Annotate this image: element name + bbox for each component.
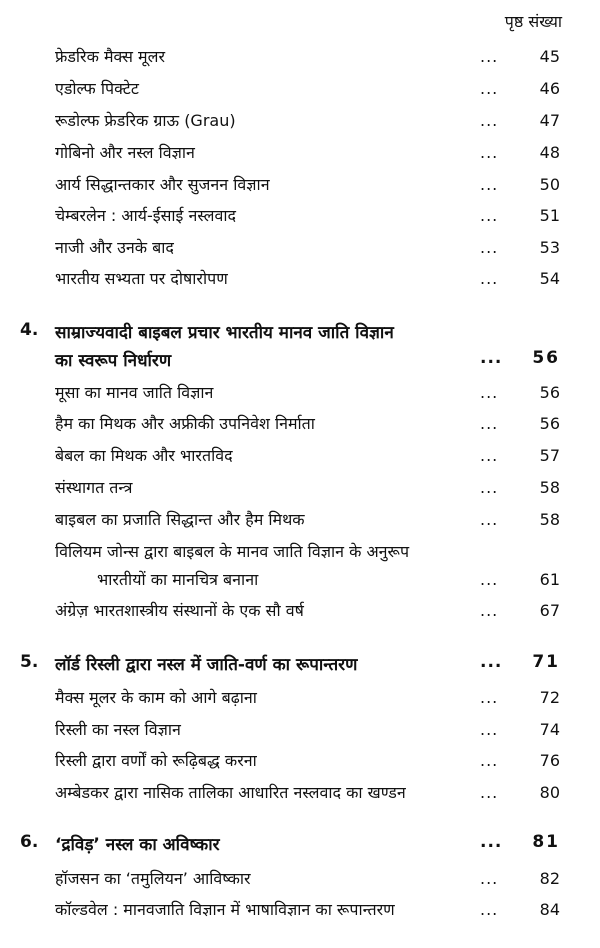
toc-entry-title: हॉजसन का ‘तमुलियन’ आविष्कार (55, 869, 251, 888)
leader-dots: ... (480, 238, 499, 257)
toc-entry[interactable] (0, 106, 600, 136)
leader-dots: ... (480, 652, 503, 672)
toc-entry-page: 61 (539, 570, 560, 589)
toc-entry-title-line1: विलियम जोन्स द्वारा बाइबल के मानव जाति विज्ञान के अनुरूप (55, 542, 410, 561)
chapter-page: 71 (532, 652, 560, 672)
chapter-title-line2: का स्वरूप निर्धारण (55, 351, 172, 371)
leader-dots: ... (480, 414, 499, 433)
chapter-title: लॉर्ड रिस्ली द्वारा नस्ल में जाति-वर्ण का रूपान्तरण (55, 655, 358, 675)
chapter-heading[interactable] (0, 832, 600, 862)
toc-entry[interactable] (0, 864, 600, 894)
toc-entry[interactable] (0, 537, 600, 597)
toc-entry-page: 67 (539, 601, 560, 620)
toc-entry-title: भारतीय सभ्यता पर दोषारोपण (55, 269, 228, 288)
toc-entry-title: रूडोल्फ फ्रेडरिक ग्राऊ (Grau) (55, 111, 236, 130)
leader-dots: ... (480, 111, 499, 130)
toc-entry[interactable] (0, 74, 600, 104)
toc-entry[interactable] (0, 683, 600, 713)
chapter-number: 4. (20, 320, 39, 340)
toc-entry-page: 74 (539, 720, 560, 739)
toc-entry-page: 48 (539, 143, 560, 162)
toc-entry-page: 80 (539, 783, 560, 802)
toc-entry[interactable] (0, 409, 600, 439)
page-number-column-header: पृष्ठ संख्या (504, 12, 562, 31)
leader-dots: ... (480, 900, 499, 919)
toc-entry[interactable] (0, 715, 600, 745)
toc-entry[interactable] (0, 201, 600, 231)
toc-entry-page: 50 (539, 175, 560, 194)
toc-entry-page: 57 (539, 446, 560, 465)
leader-dots: ... (480, 478, 499, 497)
toc-entry-title: चेम्बरलेन : आर्य-ईसाई नस्लवाद (55, 206, 236, 225)
leader-dots: ... (480, 570, 499, 589)
chapter-number: 6. (20, 832, 39, 852)
toc-entry-title: फ्रेडरिक मैक्स मूलर (55, 47, 166, 66)
toc-entry-page: 47 (539, 111, 560, 130)
leader-dots: ... (480, 832, 503, 852)
toc-entry[interactable] (0, 170, 600, 200)
leader-dots: ... (480, 751, 499, 770)
toc-entry-title: मूसा का मानव जाति विज्ञान (55, 383, 214, 402)
toc-entry-title: गोबिनो और नस्ल विज्ञान (55, 143, 195, 162)
toc-entry-title: बाइबल का प्रजाति सिद्धान्त और हैम मिथक (55, 510, 305, 529)
chapter-title: ‘द्रविड़’ नस्ल का अविष्कार (55, 835, 220, 855)
toc-entry-page: 51 (539, 206, 560, 225)
toc-entry-title: नाजी और उनके बाद (55, 238, 174, 257)
chapter-page: 56 (532, 348, 560, 368)
toc-entry[interactable] (0, 596, 600, 626)
leader-dots: ... (480, 47, 499, 66)
leader-dots: ... (480, 446, 499, 465)
toc-entry-title: संस्थागत तन्त्र (55, 478, 133, 497)
leader-dots: ... (480, 269, 499, 288)
leader-dots: ... (480, 143, 499, 162)
toc-entry-page: 53 (539, 238, 560, 257)
toc-entry-page: 45 (539, 47, 560, 66)
toc-entry-page: 76 (539, 751, 560, 770)
chapter-number: 5. (20, 652, 39, 672)
leader-dots: ... (480, 348, 503, 368)
toc-entry-page: 58 (539, 478, 560, 497)
toc-entry-page: 46 (539, 79, 560, 98)
toc-entry[interactable] (0, 441, 600, 471)
toc-entry-title: कॉल्डवेल : मानवजाति विज्ञान में भाषाविज्ञान का रूपान्तरण (55, 900, 395, 919)
toc-entry[interactable] (0, 473, 600, 503)
leader-dots: ... (480, 783, 499, 802)
toc-entry-title: रिस्ली द्वारा वर्णों को रूढ़िबद्ध करना (55, 751, 257, 770)
leader-dots: ... (480, 869, 499, 888)
leader-dots: ... (480, 383, 499, 402)
toc-entry[interactable] (0, 778, 600, 808)
toc-entry-title: बेबल का मिथक और भारतविद (55, 446, 233, 465)
chapter-page: 81 (532, 832, 560, 852)
toc-entry-page: 56 (539, 383, 560, 402)
toc-entry-title: मैक्स मूलर के काम को आगे बढ़ाना (55, 688, 257, 707)
toc-entry[interactable] (0, 264, 600, 294)
toc-entry[interactable] (0, 505, 600, 535)
leader-dots: ... (480, 510, 499, 529)
leader-dots: ... (480, 79, 499, 98)
toc-entry[interactable] (0, 378, 600, 408)
leader-dots: ... (480, 720, 499, 739)
toc-entry-page: 58 (539, 510, 560, 529)
toc-entry[interactable] (0, 746, 600, 776)
toc-entry-title: एडोल्फ पिक्टेट (55, 79, 139, 98)
toc-entry-title-line2: भारतीयों का मानचित्र बनाना (97, 570, 259, 589)
toc-entry-title: रिस्ली का नस्ल विज्ञान (55, 720, 181, 739)
toc-entry[interactable] (0, 895, 600, 925)
leader-dots: ... (480, 688, 499, 707)
toc-entry-page: 72 (539, 688, 560, 707)
leader-dots: ... (480, 206, 499, 225)
toc-entry-title: हैम का मिथक और अफ्रीकी उपनिवेश निर्माता (55, 414, 315, 433)
toc-entry-page: 54 (539, 269, 560, 288)
toc-entry-title: अंग्रेज़ भारतशास्त्रीय संस्थानों के एक सौ वर्ष (55, 601, 304, 620)
toc-entry[interactable] (0, 138, 600, 168)
toc-entry-page: 84 (539, 900, 560, 919)
toc-entry[interactable] (0, 233, 600, 263)
leader-dots: ... (480, 601, 499, 620)
toc-entry[interactable] (0, 42, 600, 72)
toc-entry-title: आर्य सिद्धान्तकार और सुजनन विज्ञान (55, 175, 270, 194)
toc-entry-page: 56 (539, 414, 560, 433)
chapter-title-line1: साम्राज्यवादी बाइबल प्रचार भारतीय मानव जाति विज्ञान (55, 323, 394, 343)
chapter-heading[interactable] (0, 652, 600, 682)
leader-dots: ... (480, 175, 499, 194)
toc-entry-page: 82 (539, 869, 560, 888)
toc-entry-title: अम्बेडकर द्वारा नासिक तालिका आधारित नस्लवाद का खण्डन (55, 783, 406, 802)
chapter-heading[interactable] (0, 320, 600, 380)
